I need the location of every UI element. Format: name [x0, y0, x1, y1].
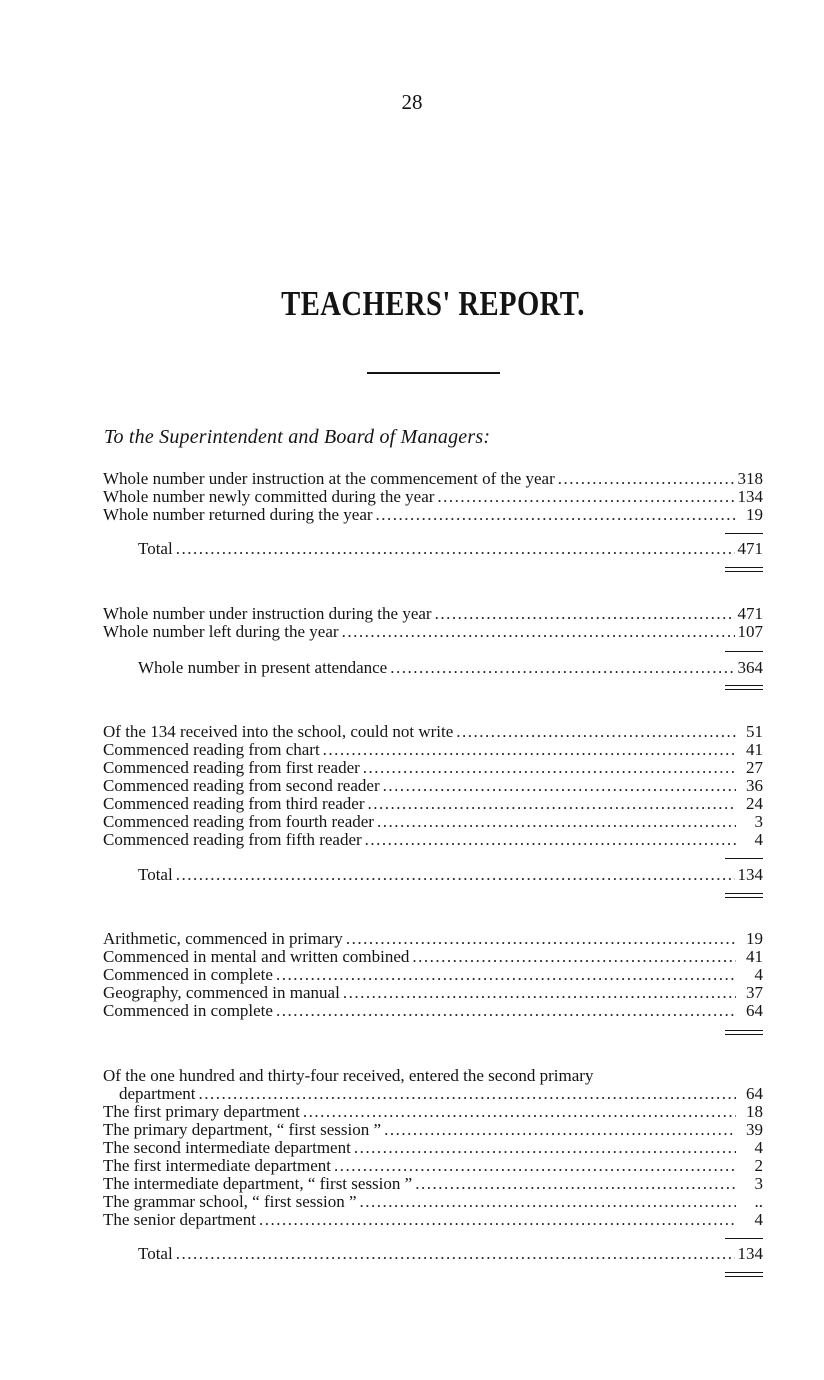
- total-double-rule: [725, 685, 763, 690]
- sum-rule: [725, 533, 763, 534]
- sum-rule: [725, 1238, 763, 1239]
- row-label: Commenced reading from fifth reader: [103, 830, 362, 849]
- section3-row: [103, 759, 763, 777]
- leader-dots: [323, 741, 736, 759]
- row-label: Commenced reading from chart: [103, 740, 320, 759]
- row-label: Whole number newly committed during the year: [103, 487, 435, 506]
- section5-intro: Of the one hundred and thirty-four received, entered the second primary: [103, 1066, 594, 1085]
- section5-row: [103, 1157, 763, 1175]
- section1-row: [103, 488, 763, 506]
- row-value: 27: [746, 758, 763, 777]
- leader-dots: [415, 1175, 736, 1193]
- leader-dots: [390, 659, 734, 677]
- leader-dots: [343, 984, 736, 1002]
- section3-total: [103, 866, 763, 884]
- leader-dots: [342, 623, 735, 641]
- row-label: Whole number under instruction during the year: [103, 604, 432, 623]
- leader-dots: [383, 777, 736, 795]
- row-label: department: [119, 1084, 196, 1103]
- row-value: 3: [754, 1174, 763, 1193]
- section4-row: [103, 1002, 763, 1020]
- sum-rule: [725, 858, 763, 859]
- section2-row: [103, 605, 763, 623]
- section3-row: [103, 813, 763, 831]
- section5-row: [103, 1175, 763, 1193]
- row-label: The second intermediate department: [103, 1138, 351, 1157]
- section4-row: [103, 966, 763, 984]
- leader-dots: [354, 1139, 736, 1157]
- row-label: Commenced reading from second reader: [103, 776, 380, 795]
- leader-dots: [377, 813, 736, 831]
- section3-row: [103, 831, 763, 849]
- leader-dots: [435, 605, 735, 623]
- row-label: Commenced reading from third reader: [103, 794, 365, 813]
- total-value: 134: [737, 865, 763, 884]
- section5-row: [103, 1139, 763, 1157]
- section1-row: [103, 470, 763, 488]
- row-value: 19: [746, 929, 763, 948]
- leader-dots: [176, 1245, 735, 1263]
- section5-row: [103, 1193, 763, 1211]
- row-value: 134: [737, 487, 763, 506]
- total-double-rule: [725, 1030, 763, 1035]
- row-value: 4: [754, 1138, 763, 1157]
- row-value: 36: [746, 776, 763, 795]
- section3-row: [103, 723, 763, 741]
- title-divider: [367, 372, 500, 374]
- row-label: Commenced in complete: [103, 965, 273, 984]
- row-value: 107: [737, 622, 763, 641]
- total-value: 134: [737, 1244, 763, 1263]
- leader-dots: [456, 723, 736, 741]
- row-label: The primary department, “ first session ”: [103, 1120, 382, 1139]
- leader-dots: [360, 1193, 736, 1211]
- total-double-rule: [725, 1272, 763, 1277]
- leader-dots: [276, 1002, 736, 1020]
- leader-dots: [412, 948, 736, 966]
- section1-row: [103, 506, 763, 524]
- leader-dots: [303, 1103, 736, 1121]
- row-value: 64: [746, 1001, 763, 1020]
- section5-row: [103, 1211, 763, 1229]
- sum-rule: [725, 651, 763, 652]
- row-value: 4: [754, 965, 763, 984]
- section4-row: [103, 948, 763, 966]
- total-double-rule: [725, 567, 763, 572]
- leader-dots: [276, 966, 736, 984]
- leader-dots: [384, 1121, 736, 1139]
- row-value: 19: [746, 505, 763, 524]
- row-value: 4: [754, 830, 763, 849]
- row-label: The first primary department: [103, 1102, 300, 1121]
- page-number: 28: [401, 90, 423, 114]
- row-value: 18: [746, 1102, 763, 1121]
- row-value: 2: [754, 1156, 763, 1175]
- row-label: The intermediate department, “ first session ”: [103, 1174, 413, 1193]
- row-value: ..: [754, 1192, 763, 1211]
- row-label: Arithmetic, commenced in primary: [103, 929, 343, 948]
- leader-dots: [365, 831, 736, 849]
- row-value: 41: [746, 740, 763, 759]
- page-title: TEACHERS' REPORT.: [281, 284, 585, 323]
- row-value: 24: [746, 794, 763, 813]
- leader-dots: [368, 795, 736, 813]
- row-label: Commenced reading from first reader: [103, 758, 360, 777]
- section5-total: [103, 1245, 763, 1263]
- row-label: Commenced in mental and written combined: [103, 947, 410, 966]
- total-value: 364: [737, 658, 763, 677]
- row-value: 51: [746, 722, 763, 741]
- leader-dots: [176, 540, 735, 558]
- row-label: The senior department: [103, 1210, 256, 1229]
- row-label: Whole number returned during the year: [103, 505, 373, 524]
- total-double-rule: [725, 893, 763, 898]
- total-label: Total: [138, 865, 173, 884]
- row-label: The first intermediate department: [103, 1156, 331, 1175]
- section2-row: [103, 623, 763, 641]
- total-label: Total: [138, 1244, 173, 1263]
- section5-row: [103, 1085, 763, 1103]
- row-label: Geography, commenced in manual: [103, 983, 340, 1002]
- section4-row: [103, 930, 763, 948]
- leader-dots: [376, 506, 736, 524]
- total-label: Whole number in present attendance: [138, 658, 388, 677]
- row-label: Of the 134 received into the school, could not write: [103, 722, 454, 741]
- row-value: 4: [754, 1210, 763, 1229]
- leader-dots: [558, 470, 735, 488]
- leader-dots: [437, 488, 734, 506]
- row-label: Commenced in complete: [103, 1001, 273, 1020]
- leader-dots: [176, 866, 735, 884]
- leader-dots: [259, 1211, 736, 1229]
- section3-row: [103, 777, 763, 795]
- row-label: Commenced reading from fourth reader: [103, 812, 374, 831]
- total-label: Total: [138, 539, 173, 558]
- section3-row: [103, 795, 763, 813]
- leader-dots: [346, 930, 736, 948]
- row-value: 471: [737, 604, 763, 623]
- total-value: 471: [737, 539, 763, 558]
- row-value: 3: [754, 812, 763, 831]
- section5-row: [103, 1103, 763, 1121]
- section4-row: [103, 984, 763, 1002]
- row-label: Whole number under instruction at the commencement of the year: [103, 469, 555, 488]
- row-label: Whole number left during the year: [103, 622, 339, 641]
- section3-row: [103, 741, 763, 759]
- row-value: 318: [737, 469, 763, 488]
- section1-total: [103, 540, 763, 558]
- section2-total: [103, 659, 763, 677]
- leader-dots: [363, 759, 736, 777]
- row-value: 64: [746, 1084, 763, 1103]
- section5-row: [103, 1121, 763, 1139]
- row-value: 37: [746, 983, 763, 1002]
- row-value: 41: [746, 947, 763, 966]
- salutation: To the Superintendent and Board of Managers:: [104, 426, 491, 448]
- row-value: 39: [746, 1120, 763, 1139]
- leader-dots: [334, 1157, 736, 1175]
- leader-dots: [198, 1085, 736, 1103]
- row-label: The grammar school, “ first session ”: [103, 1192, 357, 1211]
